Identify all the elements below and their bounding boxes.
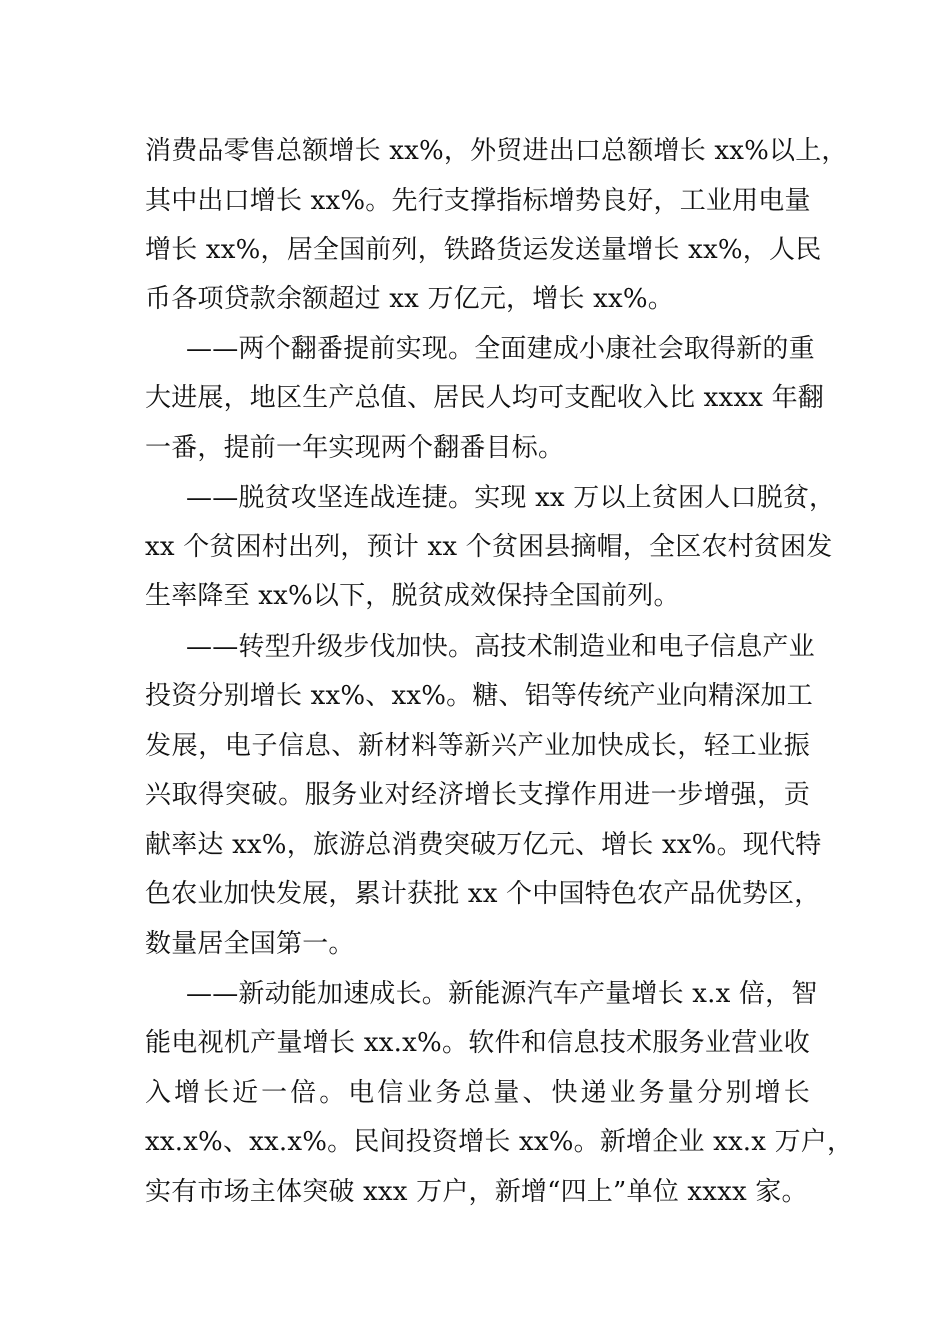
paragraph-new-momentum-line-4: xx.x%、xx.x%。民间投资增长 xx%。新增企业 xx.x 万户， xyxy=(145,1127,854,1157)
paragraph-transformation-line-1: ——转型升级步伐加快。高技术制造业和电子信息产业 xyxy=(186,632,815,662)
paragraph-two-doubling-line-1: ——两个翻番提前实现。全面建成小康社会取得新的重 xyxy=(186,334,815,364)
paragraph-new-momentum-line-3: 入增长近一倍。电信业务总量、快递业务量分别增长 xyxy=(145,1078,810,1108)
paragraph-new-momentum-line-1: ——新动能加速成长。新能源汽车产量增长 x.x 倍，智 xyxy=(186,979,818,1009)
paragraph-poverty-line-2: xx 个贫困村出列，预计 xx 个贫困县摘帽，全区农村贫困发 xyxy=(145,532,833,562)
paragraph-transformation-line-4: 兴取得突破。服务业对经济增长支撑作用进一步增强，贡 xyxy=(145,780,810,810)
paragraph-transformation-line-3: 发展，电子信息、新材料等新兴产业加快成长，轻工业振 xyxy=(145,731,810,761)
paragraph-two-doubling-line-2: 大进展，地区生产总值、居民人均可支配收入比 xxxx 年翻 xyxy=(145,383,824,413)
paragraph-transformation-line-7: 数量居全国第一。 xyxy=(145,929,355,959)
paragraph-new-momentum-line-2: 能电视机产量增长 xx.x%。软件和信息技术服务业营业收 xyxy=(145,1028,810,1058)
paragraph-two-doubling-line-3: 一番，提前一年实现两个翻番目标。 xyxy=(145,433,565,463)
paragraph-poverty-line-1: ——脱贫攻坚连战连捷。实现 xx 万以上贫困人口脱贫， xyxy=(186,483,836,513)
paragraph-transformation-line-2: 投资分别增长 xx%、xx%。糖、铝等传统产业向精深加工 xyxy=(145,681,813,711)
paragraph-transformation-line-6: 色农业加快发展，累计获批 xx 个中国特色农产品优势区， xyxy=(145,879,821,909)
text-line-4: 币各项贷款余额超过 xx 万亿元，增长 xx%。 xyxy=(145,284,674,314)
paragraph-new-momentum-line-5: 实有市场主体突破 xxx 万户，新增“四上”单位 xxxx 家。 xyxy=(145,1177,808,1207)
text-line-1: 消费品零售总额增长 xx%，外贸进出口总额增长 xx%以上， xyxy=(145,136,848,166)
paragraph-poverty-line-3: 生率降至 xx%以下，脱贫成效保持全国前列。 xyxy=(145,581,680,611)
text-line-2: 其中出口增长 xx%。先行支撑指标增势良好，工业用电量 xyxy=(145,186,811,216)
paragraph-transformation-line-5: 献率达 xx%，旅游总消费突破万亿元、增长 xx%。现代特 xyxy=(145,830,822,860)
text-line-3: 增长 xx%，居全国前列，铁路货运发送量增长 xx%，人民 xyxy=(145,235,822,265)
